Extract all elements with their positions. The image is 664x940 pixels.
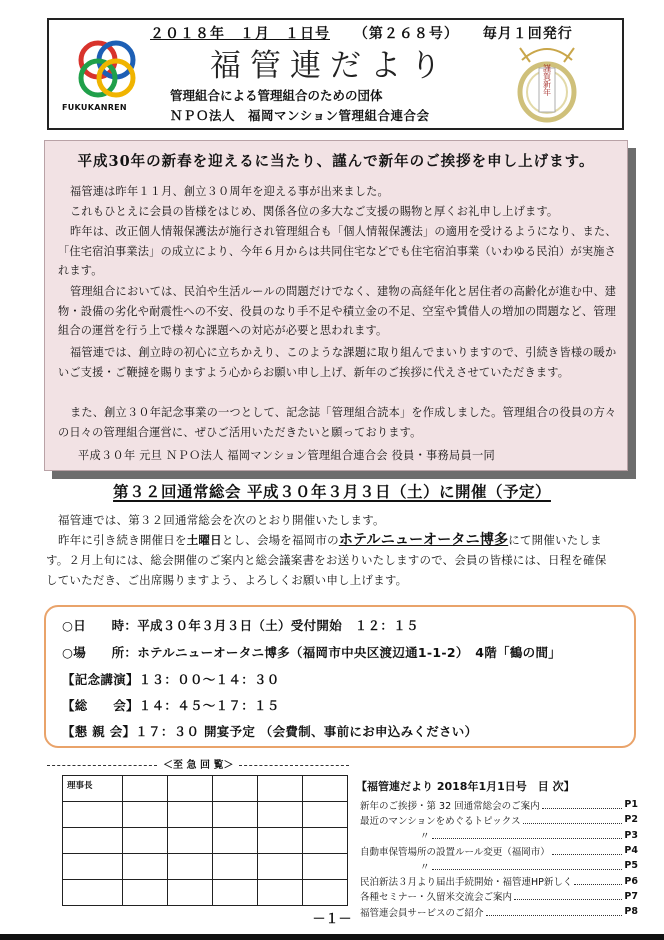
circulation-label: ＜至 急 回 覧＞ <box>47 756 352 771</box>
table-of-contents <box>360 797 638 919</box>
greeting-paragraph: これもひとえに会員の皆様をはじめ、関係各位の多大なご支援の賜物と厚くお礼申し上げます。 <box>70 205 559 218</box>
circulation-cell <box>258 776 303 802</box>
circulation-cell <box>63 828 123 854</box>
detail-lecture: 【記念講演】１３：００～１４：３０ <box>62 672 280 687</box>
circulation-cell <box>123 776 168 802</box>
newsletter-subtitle: 管理組合による管理組合のための団体 <box>170 88 383 103</box>
circulation-table <box>62 775 348 906</box>
bottom-rule <box>0 934 664 940</box>
circulation-cell <box>168 776 213 802</box>
logo-text: FUKUKANREN <box>62 103 127 112</box>
circulation-cell <box>303 802 348 828</box>
issue-date: ２０１８年 １月 １日号 <box>150 26 330 42</box>
circulation-cell <box>63 802 123 828</box>
circulation-cell: 理事長 <box>63 776 123 802</box>
circulation-cell <box>63 880 123 906</box>
rings-logo-icon <box>70 38 144 102</box>
detail-party: 【懇 親 会】１７：３０ 開宴予定 （会費制、事前にお申込みください） <box>62 724 478 739</box>
charm-text: 謹賀新年 <box>542 64 552 96</box>
circulation-cell <box>303 776 348 802</box>
toc-item[interactable]: 各種セミナー・久留米交流会ご案内 P7 <box>360 890 638 904</box>
issue-number: （第２６８号） <box>353 26 459 42</box>
greeting-paragraph: また、創立３０年記念事業の一つとして、記念誌「管理組合読本」を作成しました。管理組合の役員の方々の日々の管理組合運営に、ぜひご活用いただきたいと願っております。 <box>58 406 617 439</box>
circulation-cell <box>303 854 348 880</box>
greeting-paragraph: 管理組合においては、民泊や生活ルールの問題だけでなく、建物の高経年化と居住者の高齢化が進む中、建物・設備の劣化や耐震性への不安、役員のなり手不足や積立金の不足、空室や賃借人の増加の問題など、管理組合の運営を行う上で様々な課題への対応が必要と思われます。 <box>58 285 617 338</box>
circulation-cell <box>168 828 213 854</box>
hotel-name: ホテルニューオータニ博多 <box>338 532 509 548</box>
toc-heading: 【福管連だより 2018年1月1日号 目 次】 <box>356 780 575 793</box>
circulation-cell <box>168 802 213 828</box>
toc-item[interactable]: 〃 P3 <box>420 829 638 843</box>
circulation-cell <box>213 854 258 880</box>
newsletter-title: 福管連だより <box>210 48 450 84</box>
toc-item[interactable]: 新年のご挨拶・第 32 回通常総会のご案内 P1 <box>360 799 638 812</box>
organization-name: ＮＰＯ法人 福岡マンション管理組合連合会 <box>170 108 430 123</box>
issue-frequency: 毎月１回発行 <box>482 26 573 42</box>
toc-item[interactable]: 〃 P5 <box>420 860 638 873</box>
page-number: －１－ <box>312 912 352 927</box>
detail-assembly: 【総 会】１４：４５～１７：１５ <box>62 698 280 713</box>
circulation-cell <box>168 880 213 906</box>
detail-venue: ○場 所：ホテルニューオータニ博多（福岡市中央区渡辺通1-1-2） 4階「鶴の間」 <box>62 645 562 660</box>
circulation-cell <box>213 828 258 854</box>
toc-item[interactable]: 最近のマンションをめぐるトピックス P2 <box>360 814 638 827</box>
meeting-title: 第３２回通常総会 平成３０年３月３日（土）に開催（予定） <box>113 483 551 501</box>
circulation-cell <box>303 880 348 906</box>
circulation-cell <box>123 880 168 906</box>
greeting-heading: 平成30年の新春を迎えるに当たり、謹んで新年のご挨拶を申し上げます。 <box>77 153 595 170</box>
detail-datetime: ○日 時：平成３０年３月３日（土）受付開始 １２：１５ <box>62 618 419 633</box>
new-year-wreath-icon <box>512 40 582 124</box>
meeting-intro: 福管連では、第３２回通常総会を次のとおり開催いたします。 <box>58 513 385 527</box>
circulation-cell <box>258 828 303 854</box>
circulation-cell <box>63 854 123 880</box>
circulation-cell <box>213 776 258 802</box>
circulation-cell <box>123 802 168 828</box>
toc-item[interactable]: 福管連会員サービスのご紹介 P8 <box>360 906 638 919</box>
circulation-cell <box>123 828 168 854</box>
toc-item[interactable]: 民泊新法３月より届出手続開始・福管連HP新しく P6 <box>360 875 638 889</box>
greeting-paragraph: 福管連は昨年１１月、創立３０周年を迎える事が出来ました。 <box>70 185 389 198</box>
greeting-paragraph: 福管連では、創立時の初心に立ちかえり、このような課題に取り組んでまいりますので、引続き皆様の暖かいご支援・ご鞭撻を賜りますよう心からお願い申し上げ、新年のご挨拶に代えさせていただきます。 <box>58 346 617 379</box>
toc-item[interactable]: 自動車保管場所の設置ルール変更（福岡市） P4 <box>360 845 638 858</box>
greeting-paragraph: 昨年は、改正個人情報保護法が施行され管理組合も「個人情報保護法」の適用を受けるようになり、また、「住宅宿泊事業法」の成立により、今年６月からは共同住宅などでも住宅宿泊事業（いわゆる民泊）が実施されます。 <box>58 225 617 278</box>
circulation-cell <box>168 854 213 880</box>
circulation-cell <box>258 802 303 828</box>
circulation-cell <box>213 802 258 828</box>
circulation-cell <box>258 854 303 880</box>
circulation-cell <box>303 828 348 854</box>
circulation-cell <box>213 880 258 906</box>
greeting-signature: 平成３０年 元旦 ＮＰＯ法人 福岡マンション管理組合連合会 役員・事務局員一同 <box>78 449 495 462</box>
circulation-cell <box>258 880 303 906</box>
meeting-description: 昨年に引き続き開催日を土曜日とし、会場を福岡市のホテルニューオータニ博多にて開催いたします。２月上旬には、総会開催のご案内と総会議案書をお送りいたしますので、会員の皆様には、日程を確保していただき、ご出席賜りますよう、よろしくお願い申し上げます。 <box>46 532 607 587</box>
circulation-cell <box>123 854 168 880</box>
